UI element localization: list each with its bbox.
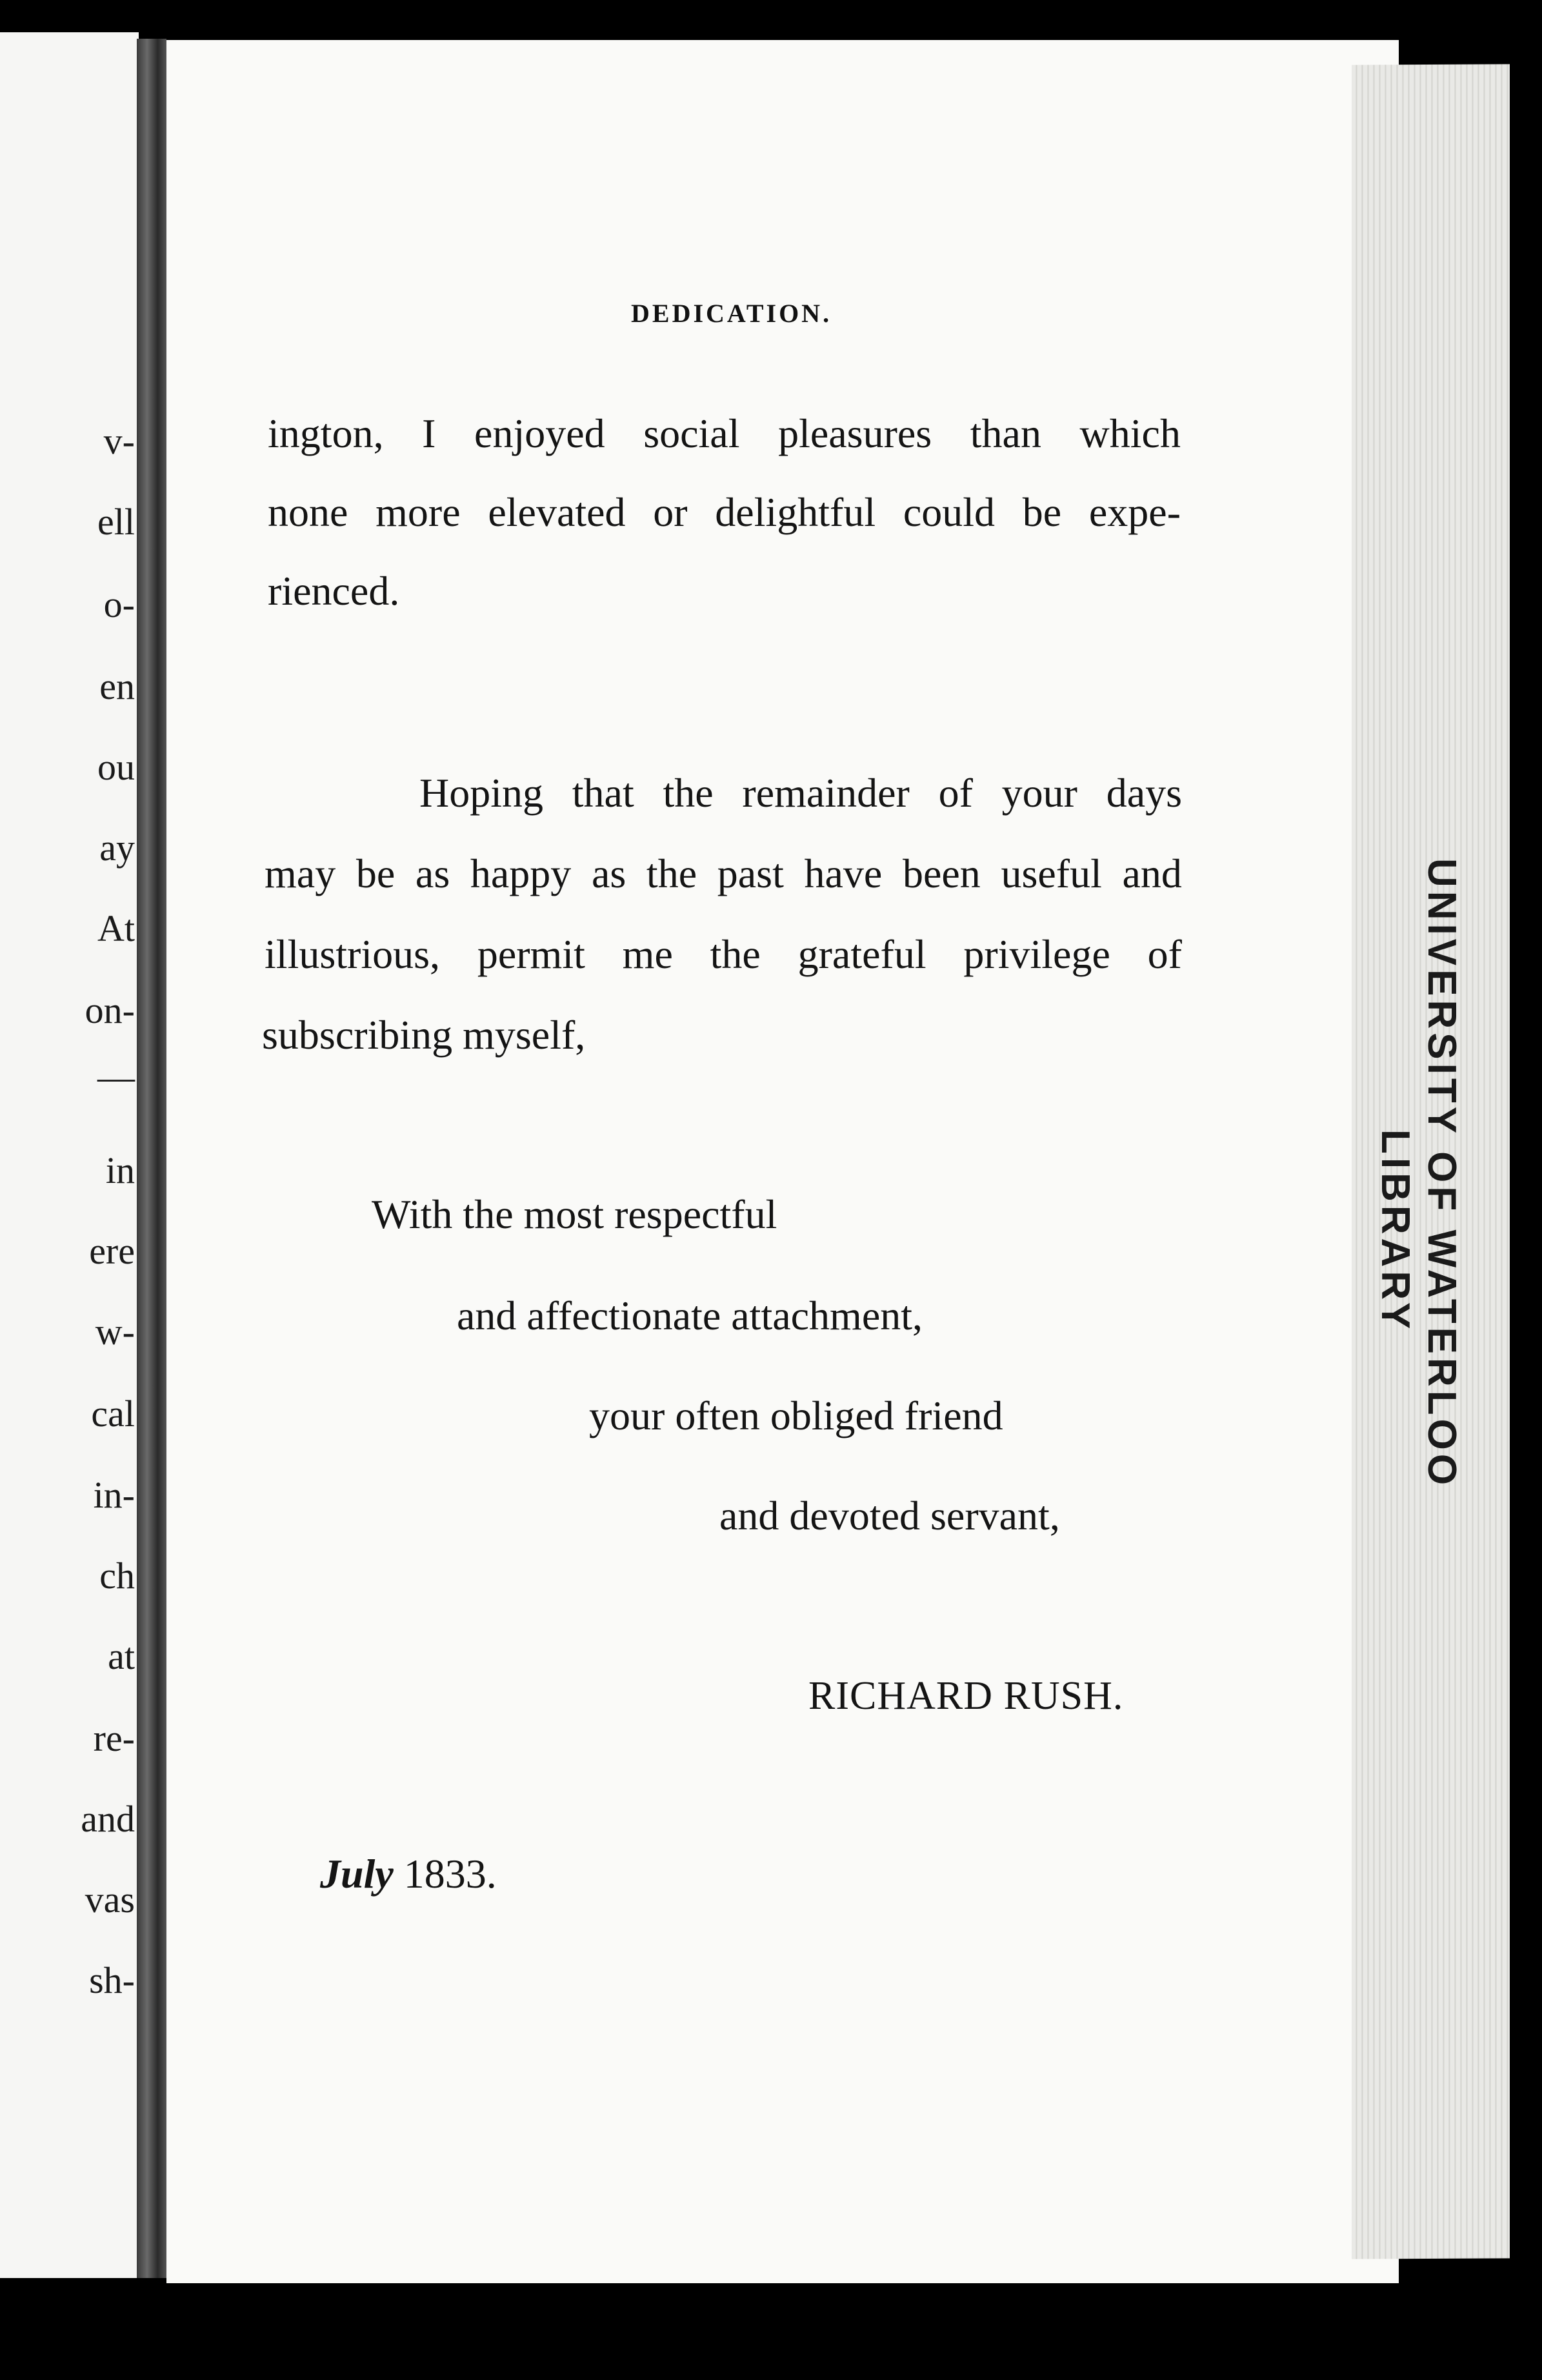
dedication-page — [166, 40, 1399, 2283]
word: ington, — [268, 410, 384, 456]
left-page-fragment: v- — [103, 420, 135, 462]
paragraph-2-line-2 — [265, 853, 1182, 894]
left-page-fragment: cal — [91, 1393, 135, 1435]
word: happy — [470, 851, 572, 896]
left-page-fragment: sh- — [89, 1959, 135, 2001]
word: be — [355, 851, 396, 896]
closing-line-1: With the most respectful — [372, 1191, 777, 1237]
stamp-line-1: UNIVERSITY OF WATERLOO — [1419, 858, 1464, 1489]
book-gutter — [137, 39, 166, 2278]
word: permit — [477, 931, 585, 977]
left-page-fragment: w- — [95, 1311, 135, 1353]
left-page-fragment: At — [97, 907, 135, 949]
word: than — [970, 410, 1041, 456]
date-month: July — [320, 1851, 394, 1897]
left-page-fragment: ere — [89, 1230, 135, 1272]
paragraph-2-line-1 — [419, 772, 1182, 814]
paragraph-2-line-3 — [265, 931, 1182, 977]
word: none — [268, 489, 348, 535]
left-page-fragment: in- — [93, 1474, 135, 1516]
word: days — [1106, 770, 1182, 816]
left-page-fragment: in — [105, 1149, 135, 1191]
word: illustrious, — [265, 931, 441, 977]
word: past — [717, 851, 784, 896]
word: could — [903, 489, 996, 535]
paragraph-2-line-4: subscribing myself, — [262, 1012, 586, 1058]
stamp-line-2: LIBRARY — [1373, 1129, 1417, 1333]
word: enjoyed — [474, 410, 605, 456]
word: or — [653, 489, 688, 535]
word: of — [938, 770, 973, 816]
word: as — [591, 851, 626, 896]
word: the — [646, 851, 697, 896]
word: useful — [1001, 851, 1102, 896]
word: as — [415, 851, 450, 896]
word: which — [1079, 410, 1181, 456]
left-page-fragment: o- — [103, 583, 135, 625]
word: have — [804, 851, 883, 896]
left-page-fragment: and — [81, 1798, 135, 1840]
paragraph-1-line-3: rienced. — [268, 568, 400, 614]
paragraph-1-line-1 — [268, 410, 1181, 456]
left-page-fragment: ch — [99, 1555, 135, 1597]
word: pleasures — [778, 410, 932, 456]
word: your — [1001, 770, 1077, 816]
word: delightful — [715, 489, 876, 535]
word: social — [643, 410, 740, 456]
library-stamp — [1368, 858, 1484, 1659]
left-page-fragment: re- — [93, 1717, 135, 1759]
word: I — [422, 410, 436, 456]
left-facing-page — [0, 32, 139, 2278]
left-page-fragment: ay — [99, 827, 135, 869]
date-line — [320, 1853, 497, 1895]
word: expe- — [1088, 489, 1181, 535]
word: of — [1147, 931, 1182, 977]
word: be — [1022, 489, 1062, 535]
word: been — [902, 851, 981, 896]
word: elevated — [488, 489, 626, 535]
closing-line-3: your often obliged friend — [589, 1393, 1003, 1438]
left-page-fragment: ell — [97, 501, 135, 543]
date-year: 1833. — [403, 1851, 497, 1897]
closing-line-4: and devoted servant, — [719, 1493, 1060, 1538]
paragraph-1-line-2 — [268, 489, 1181, 535]
word: and — [1122, 851, 1182, 896]
left-page-fragment: ou — [97, 746, 135, 788]
word: that — [572, 770, 634, 816]
word: the — [663, 770, 714, 816]
word: more — [375, 489, 461, 535]
left-page-fragment: at — [108, 1635, 135, 1677]
left-page-fragment: vas — [85, 1879, 135, 1921]
word: may — [265, 851, 336, 896]
word: privilege — [963, 931, 1110, 977]
running-header: DEDICATION. — [631, 299, 832, 328]
word: the — [710, 931, 761, 977]
word: grateful — [797, 931, 926, 977]
signature: RICHARD RUSH. — [808, 1674, 1124, 1718]
closing-line-2: and affectionate attachment, — [457, 1293, 923, 1338]
left-page-fragment: — — [97, 1056, 135, 1098]
word: Hoping — [419, 770, 543, 816]
left-page-fragment: on- — [85, 989, 135, 1031]
left-page-fragment: en — [99, 665, 135, 707]
word: me — [622, 931, 673, 977]
word: remainder — [742, 770, 910, 816]
